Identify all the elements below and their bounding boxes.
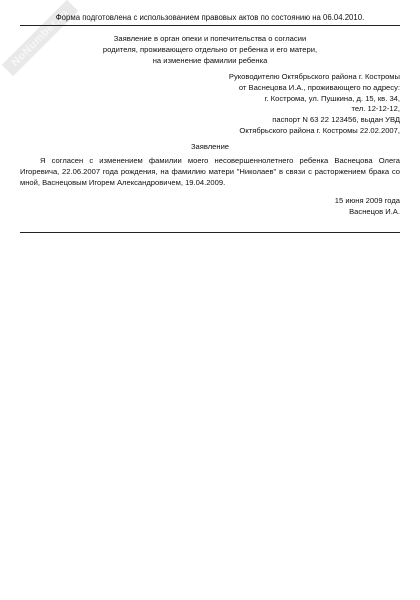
addressee-block	[160, 72, 400, 137]
document-title	[40, 34, 380, 66]
signature-block	[200, 196, 400, 218]
title-line: на изменение фамилии ребенка	[152, 55, 268, 65]
title-line: родителя, проживающего отдельно от ребенка и его матери,	[102, 44, 318, 54]
watermark-logo: NoNumber.ru	[2, 0, 78, 76]
addressee-line: паспорт N 63 22 123456, выдан УВД	[272, 115, 400, 125]
addressee-line: Октябрьского района г. Костромы 22.02.2007,	[239, 125, 400, 135]
form-preparation-note: Форма подготовлена с использованием правовых актов по состоянию на 06.04.2010.	[20, 12, 400, 26]
signature-name: Васнецов И.А.	[349, 206, 400, 216]
addressee-line: от Васнецова И.А., проживающего по адресу:	[238, 82, 400, 92]
title-line: Заявление в орган опеки и попечительства о согласии	[113, 34, 307, 43]
addressee-line: Руководителю Октябрьского района г. Костромы	[228, 72, 400, 81]
addressee-line: г. Кострома, ул. Пушкина, д. 15, кв. 34,	[264, 93, 400, 103]
addressee-line: тел. 12-12-12,	[351, 104, 400, 114]
statement-body: Я согласен с изменением фамилии моего несовершеннолетнего ребенка Васнецова Олега Игоревича, 22.06.2007 года рождения, на фамилию матери "Николаев" в связи с расторжением брака со мной, Васнецовым Игорем Александровичем, 19.04.2009.	[20, 156, 400, 187]
bottom-divider	[20, 232, 400, 233]
signature-date: 15 июня 2009 года	[334, 196, 400, 205]
statement-heading: Заявление	[190, 142, 230, 151]
